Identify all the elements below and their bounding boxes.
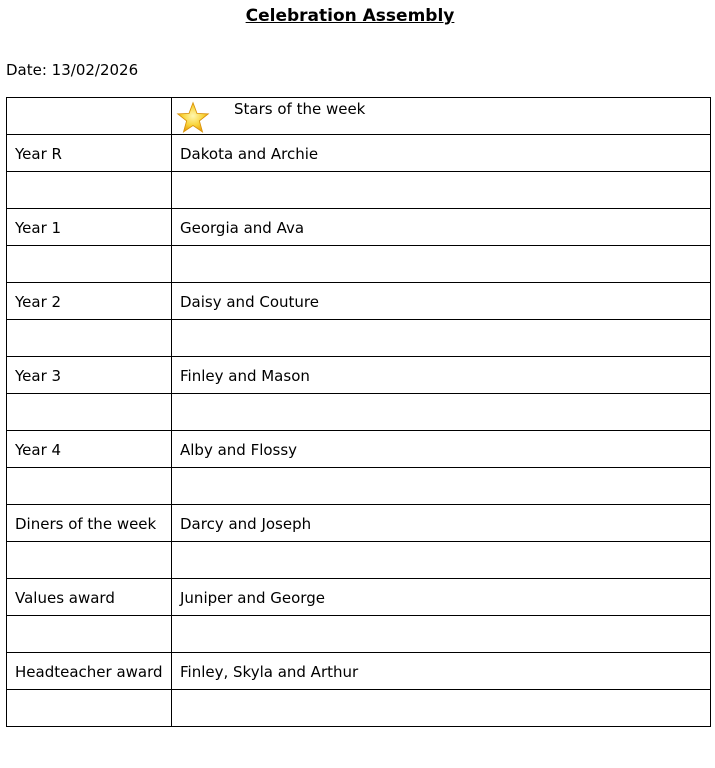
award-names: Darcy and Joseph	[180, 515, 312, 533]
award-names: Dakota and Archie	[180, 145, 319, 163]
award-category: Year 3	[15, 367, 62, 385]
document-title: Celebration Assembly	[245, 6, 455, 26]
table-row	[7, 209, 711, 246]
award-names-cell	[172, 468, 711, 505]
award-category: Headteacher award	[15, 663, 163, 681]
award-category-cell	[7, 468, 172, 505]
star-icon	[176, 101, 210, 135]
award-category-cell	[7, 135, 172, 172]
award-names: Juniper and George	[180, 589, 325, 607]
award-category: Year 1	[15, 219, 62, 237]
award-category: Year 2	[15, 293, 62, 311]
award-category: Year 4	[15, 441, 62, 459]
table-row	[7, 394, 711, 431]
award-category-cell	[7, 505, 172, 542]
award-names	[180, 172, 710, 181]
award-category-cell	[7, 209, 172, 246]
award-category	[15, 246, 171, 255]
award-category-cell	[7, 357, 172, 394]
award-category-cell	[7, 653, 172, 690]
award-names-cell	[172, 431, 711, 468]
award-names: Georgia and Ava	[180, 219, 305, 237]
award-names-cell	[172, 542, 711, 579]
header-cell-stars	[172, 98, 711, 135]
award-names	[180, 468, 710, 477]
table-row	[7, 431, 711, 468]
award-names-cell	[172, 172, 711, 209]
award-names	[180, 394, 710, 403]
award-category-cell	[7, 431, 172, 468]
award-category: Year R	[15, 145, 62, 163]
table-row	[7, 579, 711, 616]
award-names-cell	[172, 690, 711, 727]
award-category-cell	[7, 579, 172, 616]
table-row	[7, 320, 711, 357]
award-category-cell	[7, 542, 172, 579]
award-category: Values award	[15, 589, 115, 607]
award-category	[15, 172, 171, 181]
table-row	[7, 172, 711, 209]
award-category: Diners of the week	[15, 515, 157, 533]
award-names	[180, 542, 710, 551]
table-row	[7, 357, 711, 394]
award-names-cell	[172, 505, 711, 542]
award-category-cell	[7, 320, 172, 357]
table-row	[7, 653, 711, 690]
award-names	[180, 616, 710, 625]
table-row	[7, 542, 711, 579]
award-names: Finley, Skyla and Arthur	[180, 663, 359, 681]
award-names-cell	[172, 357, 711, 394]
award-names: Finley and Mason	[180, 367, 310, 385]
award-names-cell	[172, 394, 711, 431]
award-category	[15, 616, 171, 625]
date-label: Date: 13/02/2026	[6, 61, 139, 79]
award-names-cell	[172, 135, 711, 172]
award-category-cell	[7, 616, 172, 653]
table-row	[7, 616, 711, 653]
award-category-cell	[7, 172, 172, 209]
awards-table	[6, 97, 711, 727]
award-names	[180, 690, 710, 699]
award-names	[180, 320, 710, 329]
award-category	[15, 320, 171, 329]
table-row	[7, 690, 711, 727]
table-row	[7, 505, 711, 542]
award-names-cell	[172, 283, 711, 320]
award-category	[15, 468, 171, 477]
award-names-cell	[172, 579, 711, 616]
award-names: Alby and Flossy	[180, 441, 298, 459]
award-category-cell	[7, 690, 172, 727]
table-row	[7, 283, 711, 320]
table-row	[7, 246, 711, 283]
award-names-cell	[172, 616, 711, 653]
table-row	[7, 135, 711, 172]
table-header-row	[7, 98, 711, 135]
header-label-stars: Stars of the week	[234, 100, 366, 118]
table-row	[7, 468, 711, 505]
award-names-cell	[172, 209, 711, 246]
award-names: Daisy and Couture	[180, 293, 319, 311]
award-category	[15, 690, 171, 699]
award-names-cell	[172, 653, 711, 690]
award-category-cell	[7, 246, 172, 283]
award-names	[180, 246, 710, 255]
award-names-cell	[172, 320, 711, 357]
award-category	[15, 542, 171, 551]
award-category	[15, 394, 171, 403]
award-category-cell	[7, 283, 172, 320]
header-cell-category	[7, 98, 172, 135]
award-names-cell	[172, 246, 711, 283]
award-category-cell	[7, 394, 172, 431]
